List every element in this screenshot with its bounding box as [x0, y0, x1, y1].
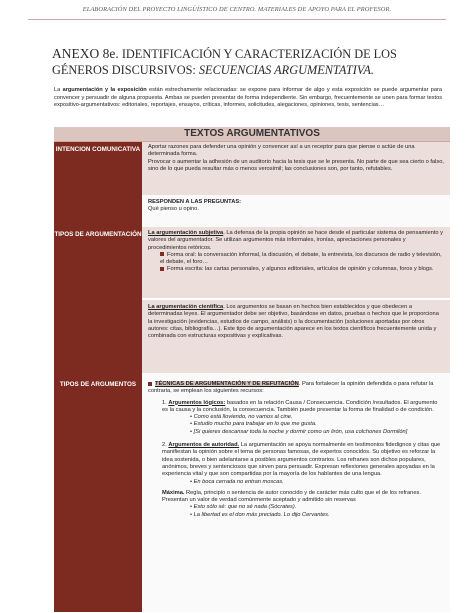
square-bullet-icon [148, 382, 152, 386]
forma-oral: Forma oral: la conversación informal, la discusión, el debate, la entrevista, los discursos de radio y televisión, el debate, el foro… [160, 251, 442, 266]
logicos-example-2: • Estudio mucho para trabajar en lo que me gusta. [190, 421, 317, 428]
argumentos-logicos [148, 400, 444, 436]
tecnicas-heading [148, 381, 444, 396]
intro-bold: argumentación y la exposición [62, 87, 147, 93]
intencion-p1: Aportar razones para defender una opinión y convencer así a un receptor para que piense o actúe de una determinada forma. [148, 144, 415, 158]
title-italic: SECUENCIAS ARGUMENTATIVA. [198, 63, 375, 77]
title-main: IDENTIFICACIÓN Y CARACTERIZACIÓN DE LOS GÉNEROS DISCURSIVOS: [52, 47, 397, 77]
maxima-title: Máxima. [162, 489, 185, 496]
example-text: Como está lloviendo, no vamos al cine. [193, 414, 293, 421]
label-intencion: INTENCION COMUNICATIVA [54, 142, 142, 227]
intro-paragraph [54, 87, 442, 110]
content-tipos-argumentos [142, 373, 450, 612]
maxima-example-1: • Esto sólo sé: que no sé nada (Sócrates). [190, 504, 297, 511]
preguntas-text: Qué pienso u opino. [148, 206, 199, 213]
cientifica-text: . Los argumentos se basan en hechos bien establecidos y que obedecen a determinadas leyes. El argumentador debe ser objetivo, basándose en datos, pruebas o hechos que le proporciona la investigación (evidencias, estudios de campo, análisis) o la documentación (soluciones aportadas por otros autores: citas, bibliografía…). Este tipo de argumentación aparece en los textos científicos frecuentemente unida y combinada con estructuras expositivas y explicativas. [148, 304, 439, 340]
example-text: La libertad es el don más preciado. Lo dijo Cervantes. [193, 511, 330, 518]
label-tipos-argumentos: TIPOS DE ARGUMENTOS [54, 373, 142, 612]
logicos-example-1: • Como está lloviendo, no vamos al cine. [190, 414, 293, 421]
title-number: ANEXO 8e. [52, 46, 119, 61]
intro-text: están estrechamente relacionadas: se expone para informar de algo y esta exposición se puede argumentar para convencer y persuadir de alguna propuesta. Ambas se pueden presentar de forma independiente. Sin embargo, frecuentemente se unen para formar textos expositivo-argumentativos: editoriales, reportajes, ensayos, críticas, informes, solicitudes, alegaciones, opiniones, tesis, sentencias… [54, 87, 442, 109]
header-divider [28, 19, 446, 20]
autoridad-title: Argumentos de autoridad. [168, 442, 240, 449]
example-text: [Si quieres descansar toda la noche y dormir como un lirón, usa colchones Dormilón] [193, 428, 408, 435]
label-tipos-argumentacion: TIPOS DE ARGUMENTACIÓN [54, 227, 142, 373]
maxima-example-2: • La libertad es el don más preciado. Lo dijo Cervantes. [190, 511, 330, 518]
cientifica-block [142, 298, 450, 373]
row-tipos-argumentos [54, 373, 450, 612]
subjetiva-title: La argumentación subjetiva [148, 230, 224, 236]
example-text: En boca cerrada no entran moscas. [193, 478, 284, 485]
row-tipos-argumentacion [54, 227, 450, 373]
subjetiva-forms [148, 252, 444, 274]
argumentative-texts-table [54, 127, 450, 612]
intro-lead: La [54, 87, 61, 93]
subjetiva-text: . La defensa de la propia opinión se hace desde el particular sistema de pensamiento y valores del argumentador. Se utilizan argumentos más informales, ironías, apreciaciones personales y procedimientos retóricos. [148, 230, 443, 251]
maxima-block [162, 490, 444, 519]
forma-oral-item [160, 252, 444, 267]
example-text: Estudio mucho para trabajar en lo que me gusta. [193, 421, 317, 428]
tecnicas-title: TÉCNICAS DE ARGUMENTACIÓN Y DE REFUTACIÓN [155, 381, 299, 387]
table-banner: TEXTOS ARGUMENTATIVOS [54, 127, 450, 142]
item-number: 1. [162, 399, 167, 406]
preguntas-heading: RESPONDEN A LAS PREGUNTAS: [148, 199, 242, 205]
item-number: 2. [162, 442, 167, 449]
content-intencion [142, 142, 450, 227]
square-bullet-icon [160, 252, 164, 256]
square-bullet-icon [160, 267, 164, 271]
maxima-text: Regla, principio o sentencia de autor conocido y de carácter más culto que el de los refranes. Presentan un valor de verdad comúnmente aceptado y admitido sin reservas [162, 489, 421, 504]
running-header: ELABORACIÓN DEL PROYECTO LINGÜÍSTICO DE CENTRO. MATERIALES DE APOYO PARA EL PROFESOR. [82, 6, 392, 13]
example-text: Esto sólo sé: que no sé nada (Sócrates). [193, 504, 297, 511]
page-title [52, 46, 452, 78]
autoridad-example-1: • En boca cerrada no entran moscas. [190, 478, 284, 485]
logicos-example-3: • [Si quieres descansar toda la noche y dormir como un lirón, usa colchones Dormilón] [190, 428, 408, 435]
row-intencion [54, 142, 450, 227]
logicos-text: basados en la relación Causa / Consecuencia. Condición /resultados. El argumento es la causa y la conclusión, la consecuencia. También puede presentar la forma de finalidad o de condición. [162, 399, 438, 413]
cientifica-title: La argumentación científica [148, 304, 224, 310]
autoridad-text: La argumentación se apoya normalmente en testimonios fidedignos y citas que manifiestan la opinión sobre el tema de personas famosas, de expertos conocidos. Su objetivo es reforzar la idea sostenida, o bien adelantarse a posibles argumentos contrarios. Los refranes son dichos populares, anónimos, breves y sentenciosos que sirven para persuadir. Expresan reflexiones generales apoyadas en la experiencia vital y que son compartidas por la mayoría de los hablantes de una lengua. [162, 442, 441, 478]
argumentos-autoridad [148, 442, 444, 519]
forma-escrita-item [160, 266, 444, 273]
tecnicas-text: . Para fortalecer la opinión defendida o para refutar la contraria, se emplean los siguientes recursos: [148, 381, 434, 395]
content-tipos-argumentacion [142, 227, 450, 373]
logicos-title: Argumentos lógicos: [168, 399, 226, 406]
preguntas-block [142, 195, 450, 227]
intencion-text-block [142, 142, 450, 195]
forma-escrita: Forma escrita: las cartas personales, y algunos editoriales, artículos de opinión y columnas, foros y blogs. [167, 266, 434, 273]
intencion-p2: Provocar o aumentar la adhesión de un auditorio hacia la tesis que se le presenta. No parte de que sea cierto o falso, sino de lo que pueda resultar más o menos verosímil; las conclusiones son, por tanto, refutables. [148, 158, 444, 172]
subjetiva-block [142, 227, 450, 298]
